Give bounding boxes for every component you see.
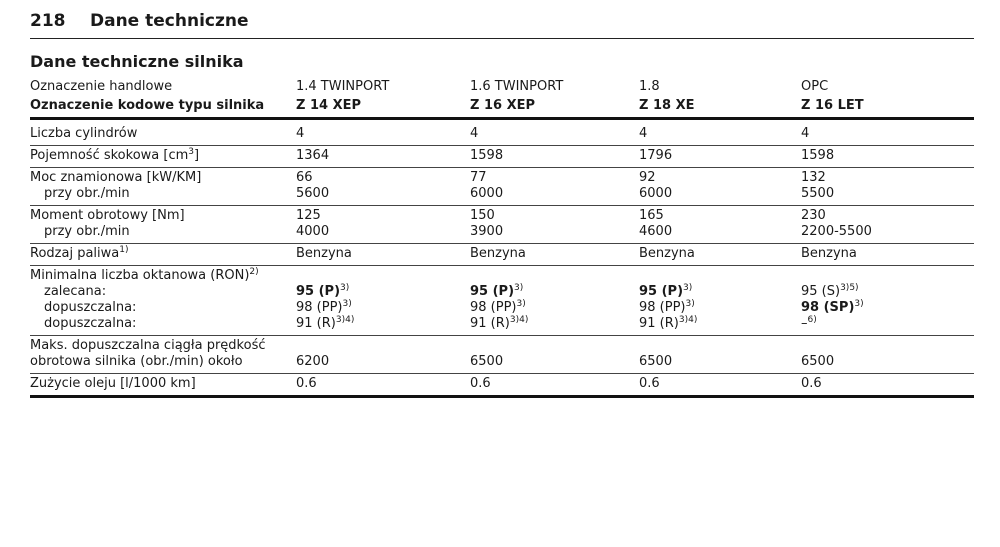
table-cell: 4 [801,119,974,146]
engine-trade-2: 1.6 TWINPORT [470,79,564,94]
table-cell: Benzyna [801,244,974,266]
table-header-trade [30,77,974,98]
engine-trade-1: 1.4 TWINPORT [296,79,390,94]
row-label: Moment obrotowy [Nm] przy obr./min [30,206,296,244]
table-cell: Benzyna [639,244,801,266]
table-cell: 95 $(P)^{3)}$ 98 (PP)$^{3)}$ 91 $(R)^{3)4)}$ [639,266,801,336]
table-cell: 95 $(S)^{3)5)}$ 98 (SP)$^{3)}$ –$^{6)}$ [801,266,974,336]
table-cell: Benzyna [296,244,470,266]
row-label: Rodzaj paliwa$^{1)}$ [30,244,296,266]
table-cell: 6200 [296,336,470,374]
table-row-max-rpm [30,336,974,374]
table-header-code [30,98,974,119]
engine-code-2: Z 16 XEP [470,98,535,113]
table-cell: 132 5500 [801,168,974,206]
table-cell: 4 [639,119,801,146]
table-row-oil [30,374,974,397]
table-row-fuel [30,244,974,266]
row-label: Pojemność skokowa $[cm^3]$ [30,146,296,168]
table-cell: 1598 [801,146,974,168]
table-cell: 0.6 [470,374,639,397]
engine-spec-table [30,77,974,398]
page-title: Dane techniczne [90,11,249,31]
engine-trade-3: 1.8 [639,79,660,94]
engine-code-4: Z 16 LET [801,98,864,113]
table-cell: 92 6000 [639,168,801,206]
label-trade-name: Oznaczenie handlowe [30,79,173,94]
row-label: Maks. dopuszczalna ciągła prędkość obrotowa silnika (obr./min) około [30,336,296,374]
row-label: Liczba cylindrów [30,119,296,146]
table-row-octane [30,266,974,336]
table-cell: 77 6000 [470,168,639,206]
table-row-torque [30,206,974,244]
table-cell: 230 2200-5500 [801,206,974,244]
table-cell: 0.6 [639,374,801,397]
table-cell: 95 $(P)^{3)}$ 98 (PP)$^{3)}$ 91 $(R)^{3)4)}$ [470,266,639,336]
row-label: Moc znamionowa [kW/KM] przy obr./min [30,168,296,206]
table-cell: 6500 [639,336,801,374]
table-cell: 1598 [470,146,639,168]
table-cell: 1796 [639,146,801,168]
label-engine-code: Oznaczenie kodowe typu silnika [30,98,265,113]
table-cell: 66 5600 [296,168,470,206]
table-cell: 0.6 [801,374,974,397]
section-title: Dane techniczne silnika [30,52,244,71]
table-cell: 0.6 [296,374,470,397]
table-cell: 1364 [296,146,470,168]
row-label: Minimalna liczba oktanowa (RON)$^{2)}$ zalecana: dopuszczalna: dopuszczalna: [30,266,296,336]
table-row-power [30,168,974,206]
table-cell: 165 4600 [639,206,801,244]
table-row-cylinders [30,119,974,146]
table-cell: 4 [470,119,639,146]
table-cell: Benzyna [470,244,639,266]
table-row-displacement [30,146,974,168]
table-cell: 4 [296,119,470,146]
row-label: Zużycie oleju [l/1000 km] [30,374,296,397]
engine-trade-4: OPC [801,79,829,94]
table-cell: 125 4000 [296,206,470,244]
table-cell: 6500 [801,336,974,374]
engine-code-1: Z 14 XEP [296,98,361,113]
table-cell: 150 3900 [470,206,639,244]
page-number: 218 [30,11,66,31]
table-cell: 95 $(P)^{3)}$ 98 (PP)$^{3)}$ 91 $(R)^{3)4)}$ [296,266,470,336]
table-cell: 6500 [470,336,639,374]
page-header [30,6,974,39]
engine-code-3: Z 18 XE [639,98,695,113]
